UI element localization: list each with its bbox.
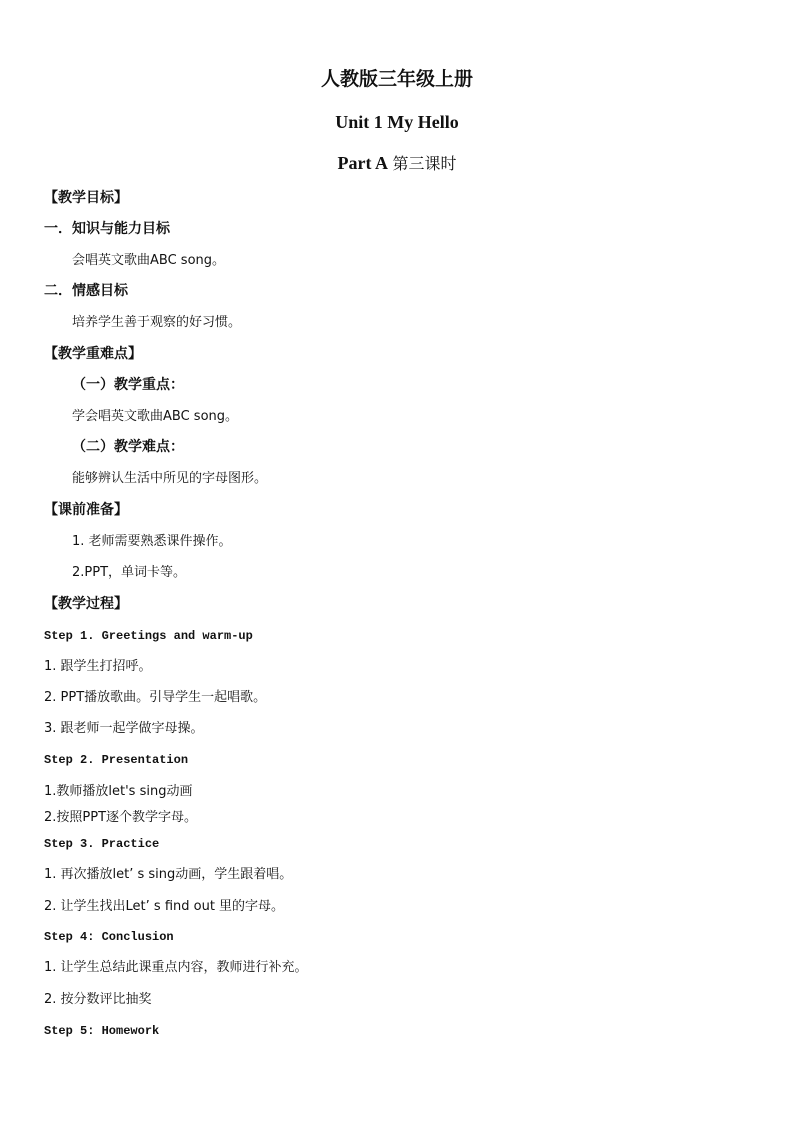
- step-4-item: 1. 让学生总结此课重点内容，教师进行补充。: [44, 960, 308, 975]
- unit-title: Unit 1 My Hello: [335, 112, 459, 132]
- step-3-item: 2. 让学生找出Let’ s find out 里的字母。: [44, 899, 285, 914]
- preparation-heading: 【课前准备】: [44, 502, 128, 518]
- step-4-item: 2. 按分数评比抽奖: [44, 992, 152, 1007]
- part-label: Part A: [337, 153, 388, 173]
- step-2-title: Step 2. Presentation: [44, 753, 189, 767]
- step-5-title: Step 5: Homework: [44, 1024, 160, 1038]
- objective-1-text: 会唱英文歌曲ABC song。: [72, 253, 226, 268]
- step-1-item: 1. 跟学生打招呼。: [44, 659, 152, 674]
- step-2-item: 1.教师播放let's sing动画: [44, 784, 193, 799]
- difficulty-title: （二）教学难点：: [72, 439, 184, 455]
- preparation-item-2: 2.PPT，单词卡等。: [72, 565, 187, 580]
- focus-text: 学会唱英文歌曲ABC song。: [72, 409, 239, 424]
- focus-title: （一）教学重点：: [72, 377, 184, 393]
- lesson-label: 第三课时: [392, 154, 457, 173]
- difficulty-text: 能够辨认生活中所见的字母图形。: [72, 471, 268, 486]
- objective-2-title: 二．情感目标: [44, 283, 128, 299]
- step-1-title: Step 1. Greetings and warm-up: [44, 629, 253, 643]
- part-title: [0, 154, 794, 172]
- process-heading: 【教学过程】: [44, 596, 128, 612]
- step-2-item: 2.按照PPT逐个教学字母。: [44, 810, 198, 825]
- key-points-heading: 【教学重难点】: [44, 346, 142, 362]
- objective-2-text: 培养学生善于观察的好习惯。: [72, 315, 242, 330]
- step-4-title: Step 4: Conclusion: [44, 930, 174, 944]
- objectives-heading: 【教学目标】: [44, 190, 128, 206]
- step-1-item: 2. PPT播放歌曲。引导学生一起唱歌。: [44, 690, 267, 705]
- step-3-title: Step 3. Practice: [44, 837, 160, 851]
- step-3-item: 1. 再次播放let’ s sing动画，学生跟着唱。: [44, 867, 293, 882]
- objective-1-title: 一．知识与能力目标: [44, 221, 170, 237]
- step-1-item: 3. 跟老师一起学做字母操。: [44, 721, 204, 736]
- preparation-item-1: 1. 老师需要熟悉课件操作。: [72, 534, 232, 549]
- document-title: 人教版三年级上册: [320, 68, 473, 90]
